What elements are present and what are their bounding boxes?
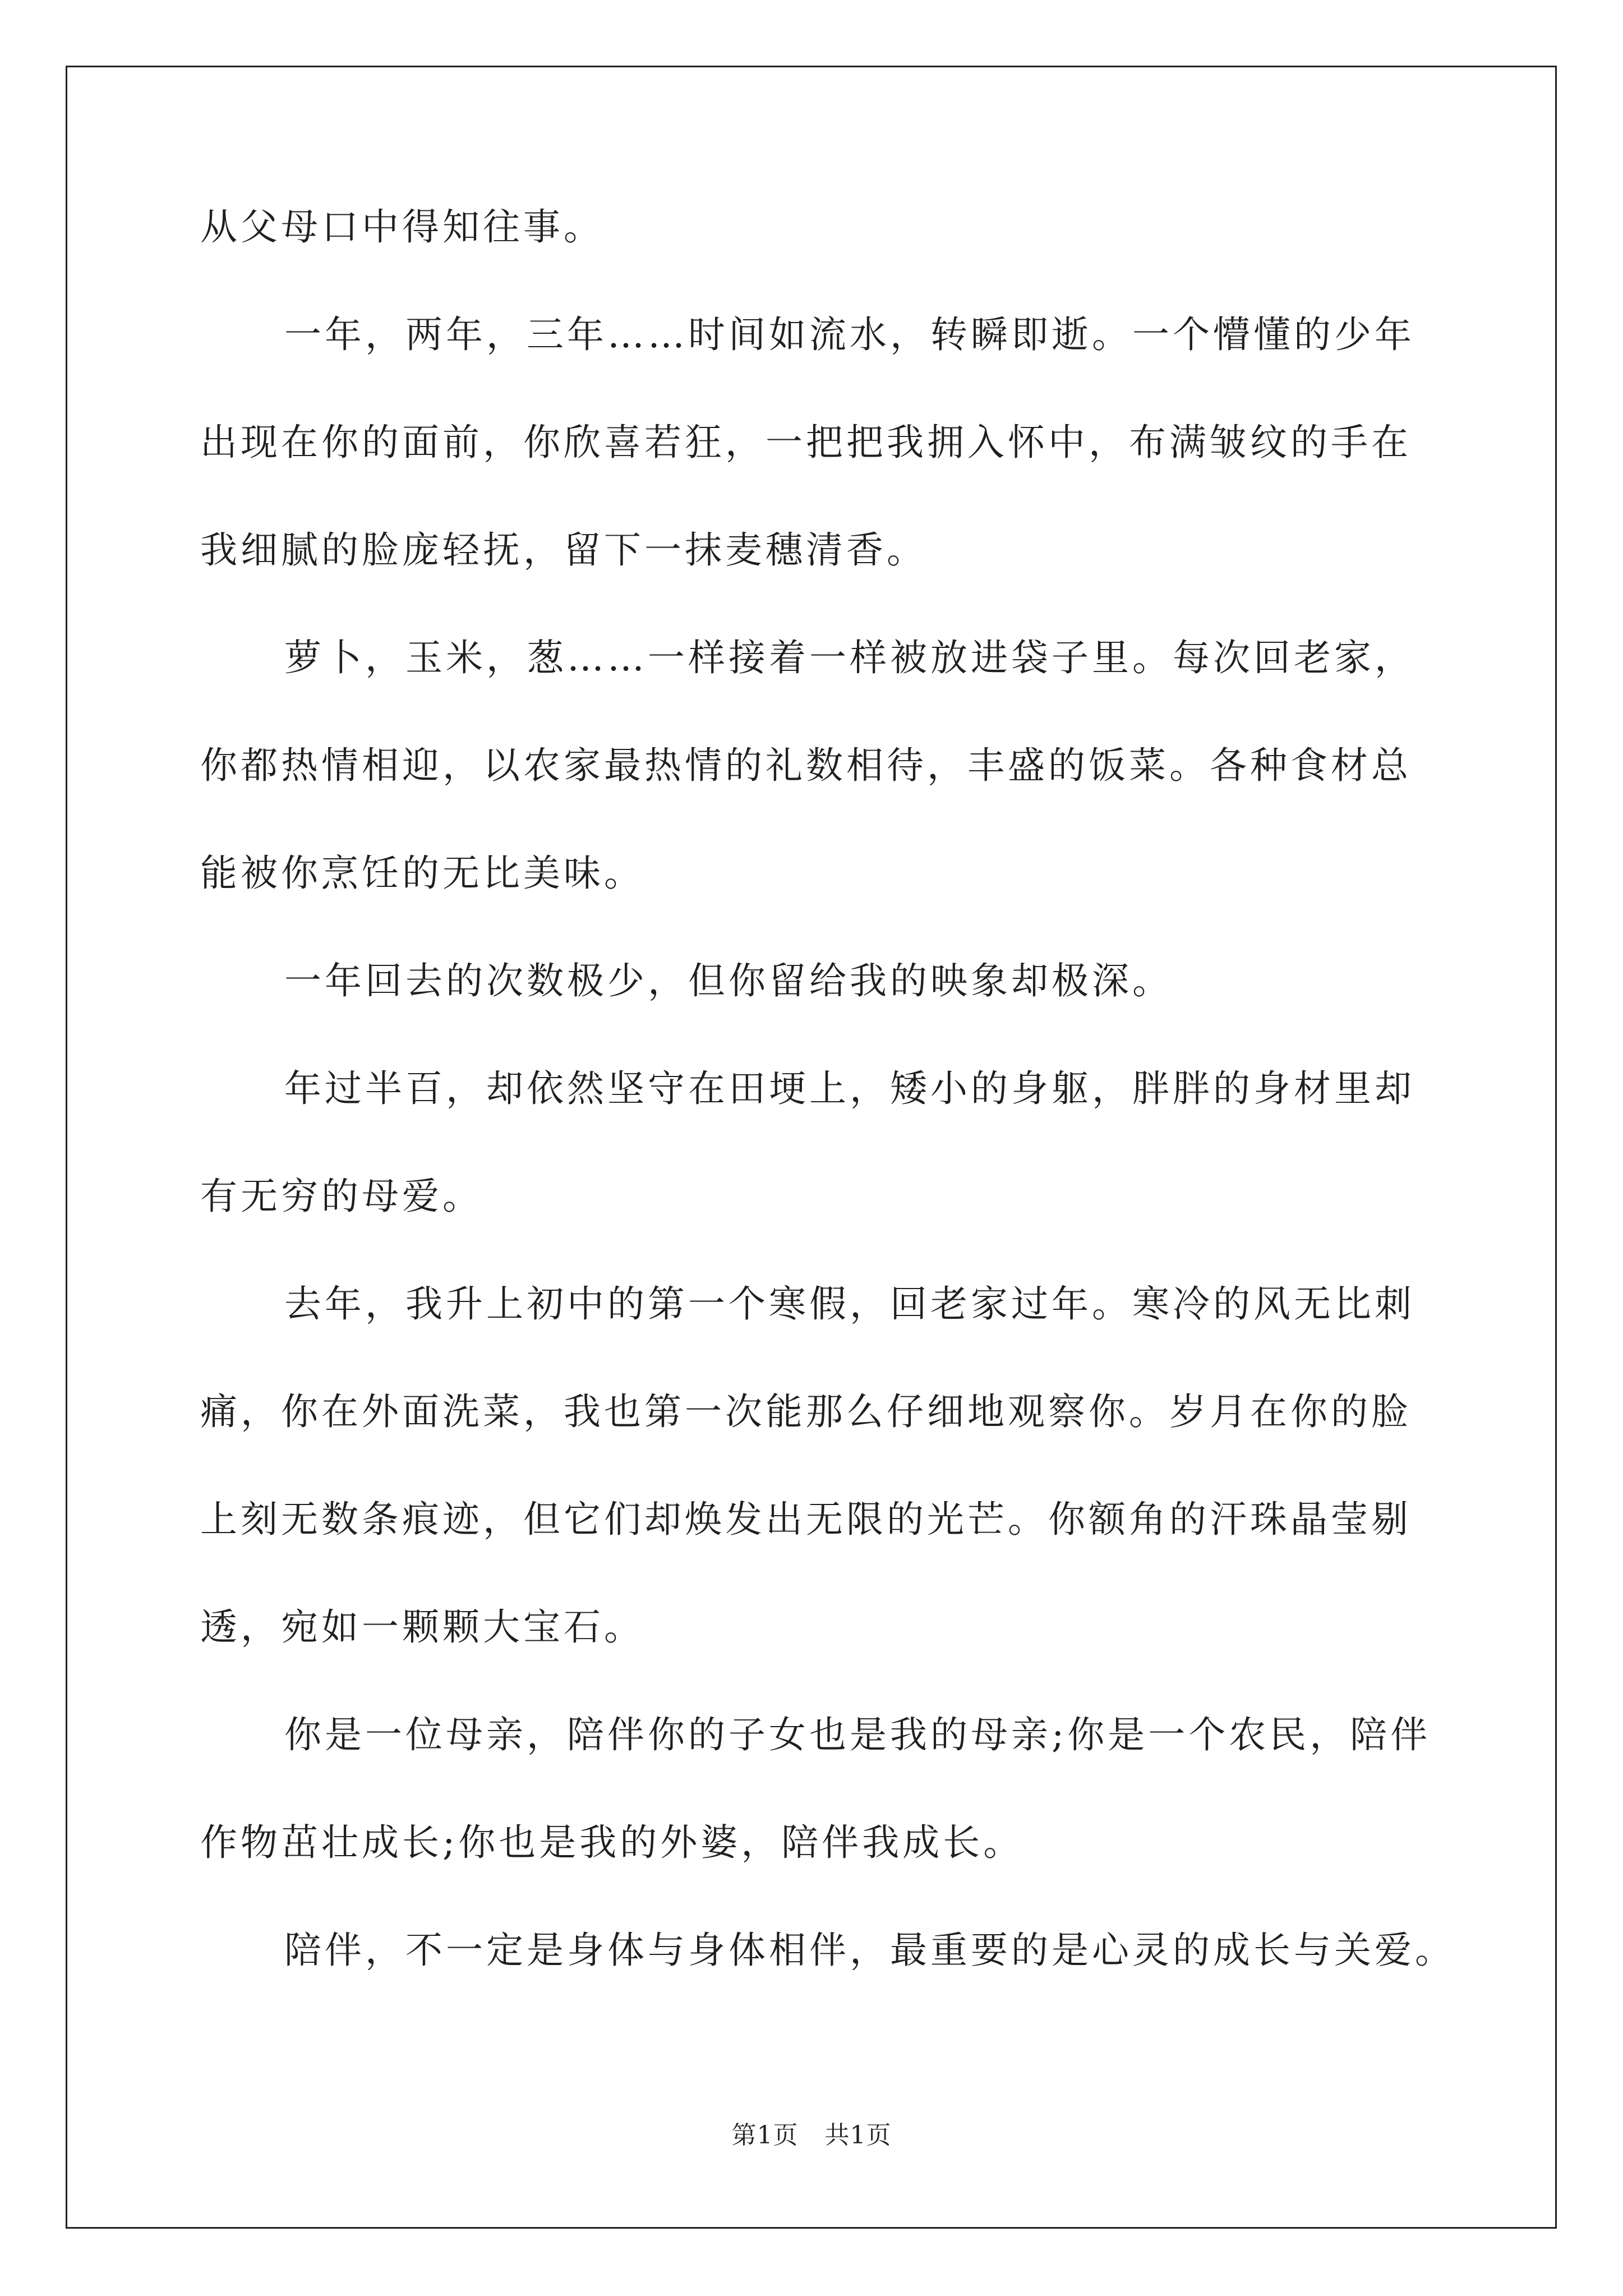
text-line: 透，宛如一颗颗大宝石。 xyxy=(200,1605,644,1649)
text-line: 陪伴，不一定是身体与身体相伴，最重要的是心灵的成长与关爱。 xyxy=(284,1929,1455,1972)
text-line: 有无穷的母爱。 xyxy=(200,1175,483,1218)
text-line: 去年，我升上初中的第一个寒假，回老家过年。寒冷的风无比刺 xyxy=(284,1282,1415,1326)
text-line: 出现在你的面前，你欣喜若狂，一把把我拥入怀中，布满皱纹的手在 xyxy=(200,421,1412,464)
page-border xyxy=(66,66,1557,2229)
text-line: 痛，你在外面洗菜，我也第一次能那么仔细地观察你。岁月在你的脸 xyxy=(200,1390,1412,1433)
text-line: 萝卜，玉米，葱……一样接着一样被放进袋子里。每次回老家， xyxy=(284,636,1415,679)
text-line: 一年回去的次数极少，但你留给我的映象却极深。 xyxy=(284,959,1173,1002)
text-line: 我细腻的脸庞轻抚，留下一抹麦穗清香。 xyxy=(200,528,927,572)
text-line: 上刻无数条痕迹，但它们却焕发出无限的光芒。你额角的汗珠晶莹剔 xyxy=(200,1498,1412,1541)
text-line: 作物茁壮成长;你也是我的外婆，陪伴我成长。 xyxy=(200,1821,1024,1864)
page-total: 共1页 xyxy=(824,2121,892,2150)
text-line: 年过半百，却依然坚守在田埂上，矮小的身躯，胖胖的身材里却 xyxy=(284,1067,1415,1110)
text-line: 你都热情相迎，以农家最热情的礼数相待，丰盛的饭菜。各种食材总 xyxy=(200,744,1412,787)
page-number: 第1页 xyxy=(731,2121,799,2150)
page-footer xyxy=(0,2119,1623,2152)
text-line: 一年，两年，三年……时间如流水，转瞬即逝。一个懵懂的少年 xyxy=(284,313,1415,356)
text-line: 能被你烹饪的无比美味。 xyxy=(200,852,644,895)
text-line: 你是一位母亲，陪伴你的子女也是我的母亲;你是一个农民，陪伴 xyxy=(284,1713,1431,1756)
text-line: 从父母口中得知往事。 xyxy=(200,205,604,249)
